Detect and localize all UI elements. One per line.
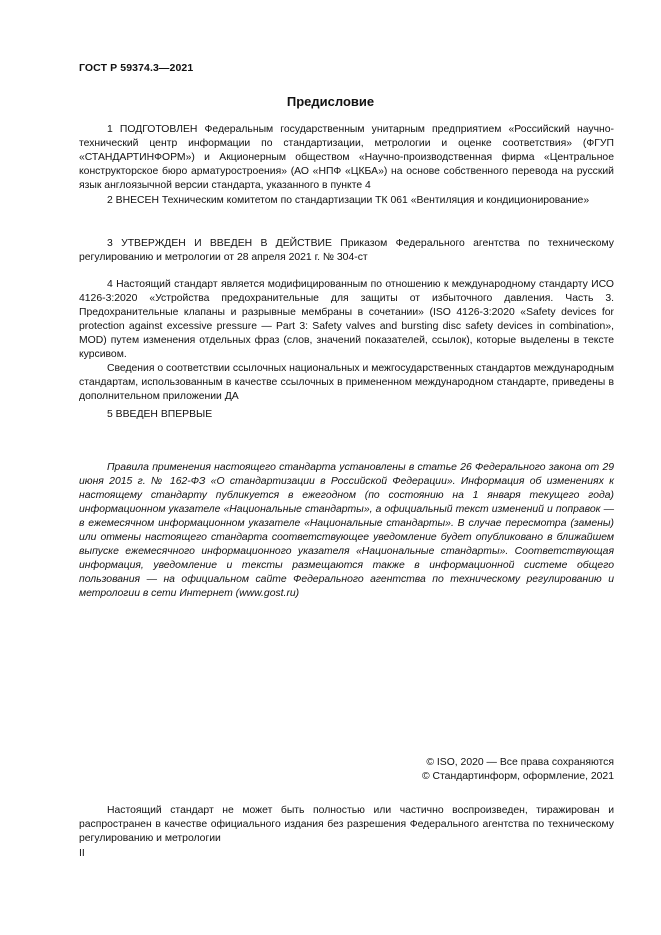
footer-notice: Настоящий стандарт не может быть полностью или частично воспроизведен, тиражирован и распространен в качестве официального издания без разрешения Федерального агентства по техническому регулированию и метрологии <box>79 805 614 844</box>
foreword-item-4 <box>79 278 614 404</box>
copyright-block <box>422 756 614 784</box>
page-number: II <box>79 848 85 859</box>
foreword-item-4-references: Сведения о соответствии ссылочных национальных и межгосударственных стандартов международным стандартам, использованным в качестве ссылочных в примененном международном стандарте, приведены в дополнительном приложении ДА <box>79 363 614 402</box>
foreword-item-3: 3 УТВЕРЖДЕН И ВВЕДЕН В ДЕЙСТВИЕ Приказом Федерального агентства по техническому регулированию и метрологии от 28 апреля 2021 г. № 304-ст <box>79 238 614 263</box>
copyright-standartinform: © Стандартинформ, оформление, 2021 <box>421 771 614 782</box>
rules-notice: Правила применения настоящего стандарта установлены в статье 26 Федерального закона от 29 июня 2015 г. № 162-ФЗ «О стандартизации в Российской Федерации». Информация об изменениях к настоящему стандарту публикуется в ежегодном (по состоянию на 1 января текущего года) информационном указателе «Национальные стандарты», а официальный текст изменений и поправок — в ежемесячном информационном указателе «Национальные стандарты». В случае пересмотра (замены) или отмены настоящего стандарта соответствующее уведомление будет опубликовано в ближайшем выпуске ежемесячного информационного указателя «Национальные стандарты». Соответствующая информация, уведомление и тексты размещаются также в информационной системе общего пользования — на официальном сайте Федерального агентства по техническому регулированию и метрологии в сети Интернет (www.gost.ru) <box>79 462 614 599</box>
foreword-item-1: 1 ПОДГОТОВЛЕН Федеральным государственным унитарным предприятием «Российский научно-технический центр информации по стандартизации, метрологии и оценке соответствия» (ФГУП «СТАНДАРТИНФОРМ») и Акционерным обществом «Научно-производственная фирма «Центральное конструкторское бюро арматуростроения» (АО «НПФ «ЦКБА») на основе собственного перевода на русский язык англоязычной версии стандарта, указанного в пункте 4 <box>79 124 614 191</box>
page-title: Предисловие <box>286 94 375 109</box>
copyright-iso: © ISO, 2020 — Все права сохраняются <box>426 757 614 768</box>
foreword-item-2: 2 ВНЕСЕН Техническим комитетом по стандартизации ТК 061 «Вентиляция и кондиционирование» <box>107 195 590 206</box>
document-id: ГОСТ Р 59374.3—2021 <box>79 62 194 74</box>
foreword-item-4-text: 4 Настоящий стандарт является модифицированным по отношению к международному стандарту ИСО 4126-3:2020 «Устройства предохранительные для защиты от избыточного давления. Часть 3. Предохранительные клапаны и разрывные мембраны в сочетании» (ISO 4126-3:2020 «Safety devices for protection against excessive pressure — Part 3: Safety valves and bursting disc safety devices in combination», MOD) путем изменения отдельных фраз (слов, значений показателей, ссылок), которые выделены в тексте курсивом. <box>79 279 614 360</box>
foreword-item-5: 5 ВВЕДЕН ВПЕРВЫЕ <box>107 409 213 420</box>
